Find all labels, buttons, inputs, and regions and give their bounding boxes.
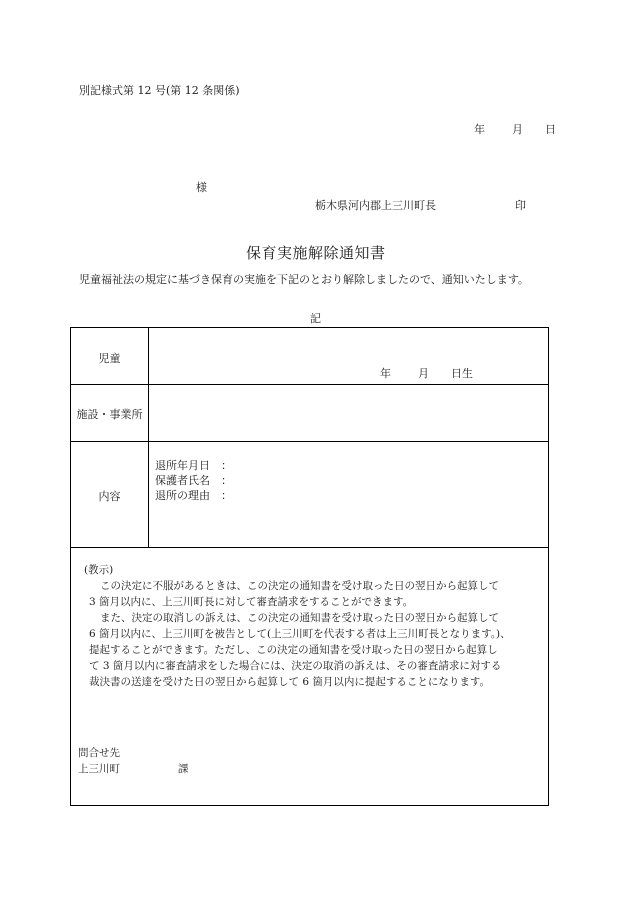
notice-line-7: 裁決書の送達を受けた日の翌日から起算して 6 箇月以内に提起することになります。: [89, 676, 491, 688]
child-label: 児童: [98, 352, 121, 365]
contact-label: 問合せ先: [78, 747, 120, 759]
notice-line-3: また、決定の取消しの訴えは、この決定の通知書を受け取った日の翌日から起算して: [100, 612, 499, 624]
table-column-divider: [148, 328, 149, 547]
notice-line-6: て 3 箇月以内に審査請求をした場合には、決定の取消の訴えは、その審査請求に対する: [89, 660, 502, 672]
document-title: 保育実施解除通知書: [246, 244, 386, 262]
sender-name: 栃木県河内郡上三川町長: [315, 199, 436, 212]
notice-heading: (教示): [84, 564, 114, 576]
notice-line-4: 6 箇月以内に、上三川町を被告として(上三川町を代表する者は上三川町長となります。)、: [89, 628, 511, 640]
facility-label: 施設・事業所: [76, 408, 143, 421]
date-day-label: 日: [545, 123, 556, 136]
birth-day-label: 日生: [451, 367, 473, 380]
intro-text: 児童福祉法の規定に基づき保育の実施を下記のとおり解除しましたので、通知いたします。: [79, 273, 529, 286]
notice-line-1: この決定に不服があるときは、この決定の通知書を受け取った日の翌日から起算して: [100, 580, 499, 592]
content-line-1: 退所年月日 ：: [155, 459, 232, 472]
notice-line-5: 提起することができます。ただし、この決定の通知書を受け取った日の翌日から起算し: [89, 644, 498, 656]
notice-box: [70, 547, 549, 806]
addressee-suffix: 様: [196, 181, 207, 194]
date-month-label: 月: [512, 123, 523, 136]
content-line-3: 退所の理由 ：: [155, 489, 232, 502]
ki-marker: 記: [310, 312, 321, 325]
notice-line-2: 3 箇月以内に、上三川町長に対して審査請求をすることができます。: [89, 596, 414, 608]
table-row-divider-2: [71, 441, 548, 442]
contact-town: 上三川町: [78, 763, 120, 775]
contact-section: 課: [178, 763, 189, 775]
table-row-divider-1: [71, 384, 548, 385]
info-table: [70, 327, 549, 548]
birth-month-label: 月: [418, 367, 429, 380]
date-year-label: 年: [474, 123, 485, 136]
content-line-2: 保護者氏名 ：: [155, 474, 232, 487]
content-label: 内容: [98, 490, 121, 503]
form-number: 別記様式第 12 号(第 12 条関係): [79, 84, 240, 97]
birth-year-label: 年: [380, 367, 391, 380]
seal-mark: 印: [515, 199, 526, 212]
